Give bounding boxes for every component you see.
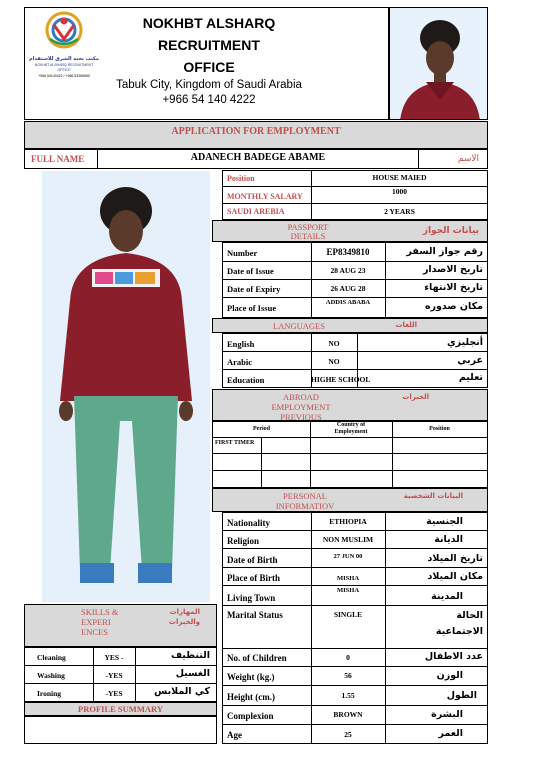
languages-title	[212, 318, 488, 333]
complexion-value: BROWN	[333, 710, 363, 719]
dob-value: 27 JUN 00	[333, 553, 363, 560]
height-label-ar: الطول	[446, 690, 477, 701]
row-living-town	[223, 586, 487, 606]
row-date-of-birth	[223, 549, 487, 568]
nationality-value: ETHIOPIA	[329, 517, 367, 526]
arabic-label-ar: عربي	[457, 355, 483, 366]
dob-label-ar: تاريخ الميلاد	[427, 553, 483, 564]
place-of-issue-label: Place of Issue	[227, 303, 277, 313]
complexion-label-ar: البشرة	[431, 709, 463, 720]
marital-status-label-ar: الحالة الاجتماعية	[435, 610, 483, 637]
full-name-row	[24, 149, 488, 169]
children-label-ar: عدد الاطفال	[424, 651, 483, 662]
ironing-value: -YES	[105, 689, 123, 698]
application-title: APPLICATION FOR EMPLOYMENT	[24, 121, 488, 149]
profile-summary-title: PROFILE SUMMARY	[24, 702, 217, 716]
dob-label: Date of Birth	[227, 555, 278, 565]
row-children	[223, 649, 487, 667]
children-label: No. of Children	[227, 653, 287, 663]
weight-label: Weight (kg.)	[227, 672, 275, 682]
passport-title-ar: بيانات الجواز	[422, 226, 479, 236]
row-place-of-birth	[223, 568, 487, 586]
personal-title-ar: البيانات الشخصية	[403, 492, 463, 500]
passport-table	[222, 242, 488, 318]
expiry-date-label-ar: تاريخ الانتهاء	[424, 282, 483, 293]
weight-value: 56	[344, 671, 352, 680]
washing-label: Washing	[37, 671, 65, 680]
contract-label: SAUDI AREBIA	[227, 207, 285, 216]
full-name-value: ADANECH BADEGE ABAME	[97, 149, 419, 169]
washing-label-ar: الغسيل	[175, 668, 210, 679]
english-value: NO	[328, 339, 340, 348]
nationality-label-ar: الجنسية	[426, 516, 463, 527]
marital-status-value: SINGLE	[333, 610, 363, 619]
abroad-row-2	[213, 454, 487, 471]
office-location: Tabuk City, Kingdom of Saudi Arabia	[116, 79, 302, 91]
abroad-title	[212, 389, 488, 421]
languages-title-ar: اللغات	[395, 321, 417, 329]
place-of-issue-value: ADDIS ABABA	[325, 299, 371, 306]
position-value: HOUSE MAIED	[311, 171, 487, 186]
abroad-row-1	[213, 438, 487, 454]
passport-number-label-ar: رقم جواز السفر	[406, 246, 483, 257]
english-label-ar: أنجليزي	[446, 337, 483, 348]
portrait-photo	[389, 7, 488, 120]
personal-title	[212, 488, 488, 512]
living-town-value: MISHA	[336, 587, 360, 594]
children-value: 0	[346, 653, 350, 662]
job-row-contract	[223, 204, 487, 219]
full-body-photo	[42, 171, 210, 602]
abroad-first-timer: FIRST TIMER	[215, 440, 255, 446]
row-marital-status	[223, 606, 487, 649]
passport-number-label: Number	[227, 248, 258, 258]
abroad-header-row	[213, 422, 487, 438]
cleaning-label: Cleaning	[37, 653, 66, 662]
education-value: HIGHE SCHOOL	[311, 375, 371, 384]
profile-summary-box	[24, 716, 217, 744]
living-town-label-ar: المدينة	[431, 591, 463, 602]
washing-value: -YES	[105, 671, 123, 680]
english-label: English	[227, 339, 255, 349]
education-label: Education	[227, 375, 265, 385]
salary-value: 1000	[311, 187, 487, 203]
passport-title-en: PASSPORT DETAILS	[287, 222, 329, 241]
cleaning-label-ar: التنظيف	[170, 650, 210, 661]
languages-table	[222, 333, 488, 388]
height-value: 1.55	[341, 691, 355, 700]
languages-title-en: LANGUAGES	[273, 321, 325, 331]
abroad-col-position: Position	[429, 426, 450, 432]
age-label: Age	[227, 730, 242, 740]
language-row-education	[223, 370, 487, 387]
issue-date-label: Date of Issue	[227, 266, 274, 276]
ironing-label-ar: كي الملابس	[154, 686, 210, 697]
abroad-col-period: Period	[253, 426, 270, 432]
abroad-title-en: ABROAD EMPLOYMENT PREVIOUS	[271, 392, 331, 422]
personal-title-en: PERSONAL INFORMATIOV	[275, 491, 335, 511]
living-town-label: Living Town	[227, 593, 276, 603]
portrait-image	[390, 8, 488, 120]
arabic-value: NO	[328, 357, 340, 366]
cleaning-value: YES -	[104, 653, 124, 662]
passport-number-value: EP8349810	[326, 247, 370, 257]
arabic-label: Arabic	[227, 357, 253, 367]
passport-row-expiry	[223, 280, 487, 298]
age-value: 25	[344, 730, 352, 739]
skills-title-ar: المهارات والخبرات	[168, 608, 200, 626]
religion-value: NON MUSLIM	[322, 535, 374, 544]
skill-row-cleaning	[25, 648, 216, 666]
passport-row-issue	[223, 262, 487, 280]
logo-icon	[28, 9, 100, 51]
place-of-issue-label-ar: مكان صدوره	[424, 301, 483, 312]
logo-text-en: NOKHBT ALSHARQ RECRUITMENT OFFICE	[34, 63, 94, 72]
language-row-arabic	[223, 352, 487, 370]
age-label-ar: العمر	[438, 728, 463, 739]
pob-value: MISHA	[336, 575, 360, 582]
issue-date-value: 28 AUG 23	[330, 266, 366, 275]
nationality-label: Nationality	[227, 518, 271, 528]
passport-row-number	[223, 243, 487, 262]
expiry-date-label: Date of Expiry	[227, 284, 281, 294]
row-age	[223, 725, 487, 743]
pob-label-ar: مكان الميلاد	[427, 571, 483, 582]
religion-label-ar: الديانة	[434, 534, 463, 545]
language-row-english	[223, 334, 487, 352]
contract-value: 2 YEARS	[311, 204, 487, 219]
skills-table	[24, 647, 217, 702]
marital-status-label: Marital Status	[227, 610, 283, 620]
position-label: Position	[227, 174, 255, 183]
office-name-line1: NOKHBT ALSHARQ	[142, 15, 276, 31]
full-name-label-ar: الاسم	[457, 154, 479, 164]
row-weight	[223, 667, 487, 686]
salary-label: MONTHLY SALARY	[227, 192, 303, 201]
abroad-col-country: Country of Employment	[334, 422, 368, 435]
skills-title-en: SKILLS & EXPERI ENCES	[81, 607, 119, 637]
abroad-table	[212, 421, 488, 488]
ironing-label: Ironing	[37, 689, 62, 698]
complexion-label: Complexion	[227, 711, 274, 721]
full-body-image	[42, 171, 210, 602]
education-label-ar: تعليم	[458, 372, 483, 383]
full-name-label: FULL NAME	[31, 154, 85, 164]
skills-title	[24, 604, 217, 647]
personal-table	[222, 512, 488, 744]
passport-row-place	[223, 298, 487, 317]
office-name-line2: RECRUITMENT	[158, 37, 260, 53]
skill-row-ironing	[25, 684, 216, 701]
logo	[28, 9, 100, 79]
office-phone: +966 54 140 4222	[162, 94, 256, 106]
job-table	[222, 170, 488, 220]
office-name-line3: OFFICE	[183, 59, 235, 75]
row-complexion	[223, 706, 487, 725]
logo-phone: +966 54140422 / +966 53266560	[38, 74, 90, 78]
weight-label-ar: الوزن	[436, 670, 463, 681]
job-row-position	[223, 171, 487, 187]
row-height	[223, 686, 487, 706]
issue-date-label-ar: تاريخ الاصدار	[422, 264, 483, 275]
row-nationality	[223, 513, 487, 531]
height-label: Height (cm.)	[227, 692, 275, 702]
office-name	[104, 12, 314, 78]
religion-label: Religion	[227, 536, 260, 546]
logo-text-ar: مكتب نخبة الشرق للاستقدام	[29, 56, 99, 62]
job-row-salary	[223, 187, 487, 204]
row-religion	[223, 531, 487, 549]
expiry-date-value: 26 AUG 28	[330, 284, 366, 293]
skill-row-washing	[25, 666, 216, 684]
abroad-title-ar: الخبرات	[402, 393, 429, 401]
pob-label: Place of Birth	[227, 573, 280, 583]
passport-title	[212, 220, 488, 242]
